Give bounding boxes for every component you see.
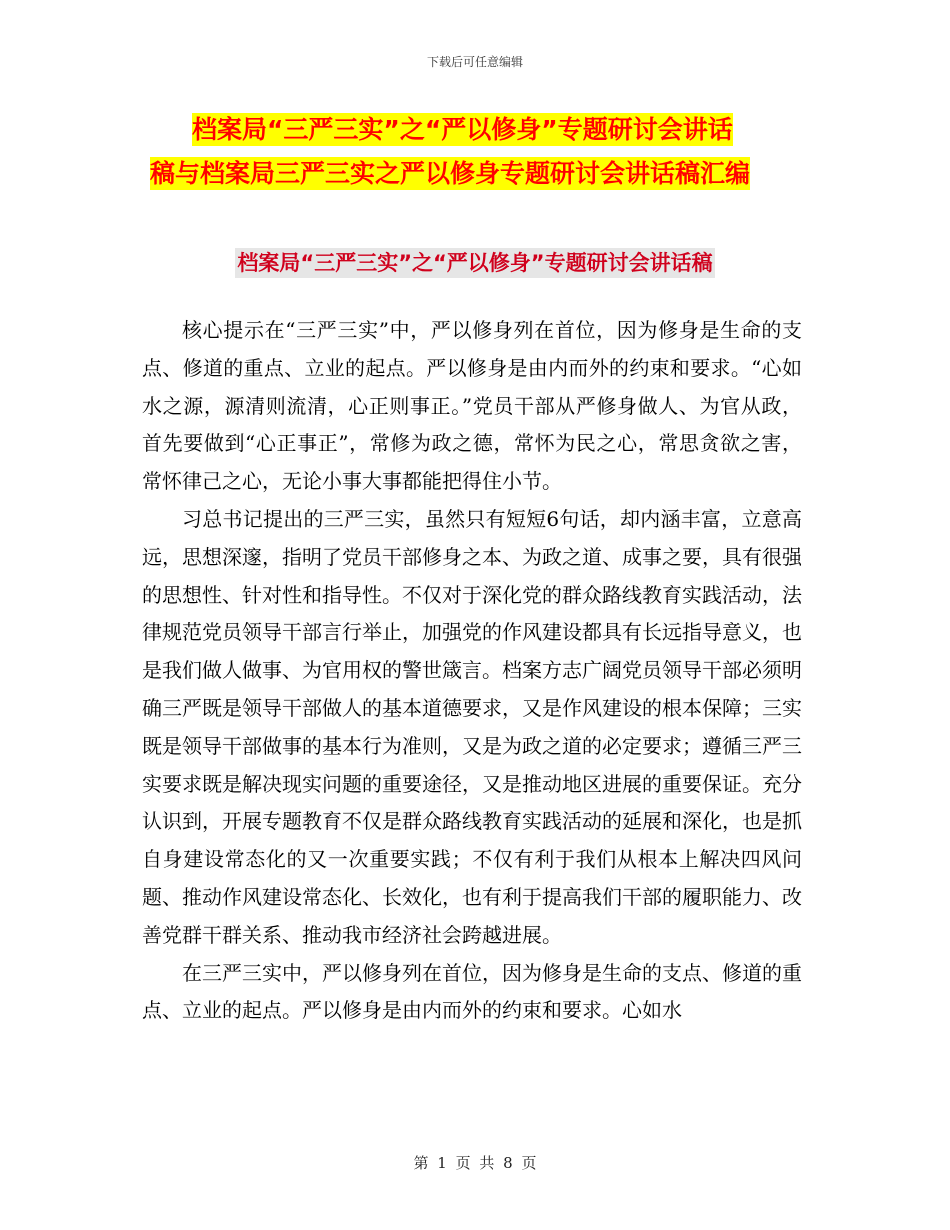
title-line-2-text: 稿与档案局三严三实之严以修身专题研讨会讲话稿汇编 (150, 159, 751, 188)
body-text (142, 312, 802, 1030)
title-line-2 (150, 152, 810, 196)
document-title (150, 108, 810, 196)
paragraph-2: 习总书记提出的三严三实，虽然只有短短6句话，却内涵丰富，立意高远，思想深邃，指明了党员干部修身之本、为政之道、成事之要，具有很强的思想性、针对性和指导性。不仅对于深化党的群众路线教育实践活动，法律规范党员领导干部言行举止，加强党的作风建设都具有长远指导意义，也是我们做人做事、为官用权的警世箴言。档案方志广阔党员领导干部必须明确三严既是领导干部做人的基本道德要求，又是作风建设的根本保障；三实既是领导干部做事的基本行为准则，又是为政之道的必定要求；遵循三严三实要求既是解决现实问题的重要途径，又是推动地区进展的重要保证。充分认识到，开展专题教育不仅是群众路线教育实践活动的延展和深化，也是抓自身建设常态化的又一次重要实践；不仅有利于我们从根本上解决四风问题、推动作风建设常态化、长效化，也有利于提高我们干部的履职能力、改善党群干群关系、推动我市经济社会跨越进展。 (142, 506, 802, 947)
title-line-1-text: 档案局“三严三实”之“严以修身”专题研讨会讲话 (192, 115, 733, 144)
paragraph-1: 核心提示在“三严三实”中，严以修身列在首位，因为修身是生命的支点、修道的重点、立业的起点。严以修身是由内而外的约束和要求。“心如水之源，源清则流清，心正则事正。”党员干部从严修身做人、为官从政，首先要做到“心正事正”，常修为政之德，常怀为民之心，常思贪欲之害，常怀律己之心，无论小事大事都能把得住小节。 (142, 318, 802, 494)
header-note: 下载后可任意编辑 (426, 55, 523, 69)
paragraph-3: 在三严三实中，严以修身列在首位，因为修身是生命的支点、修道的重点、立业的起点。严以修身是由内而外的约束和要求。心如水 (142, 960, 802, 1023)
section-title-text: 档案局“三严三实”之“严以修身”专题研讨会讲话稿 (235, 248, 714, 278)
title-line-1 (150, 108, 810, 152)
page-indicator: 第 1 页 共 8 页 (413, 1154, 537, 1172)
section-title (0, 246, 950, 280)
